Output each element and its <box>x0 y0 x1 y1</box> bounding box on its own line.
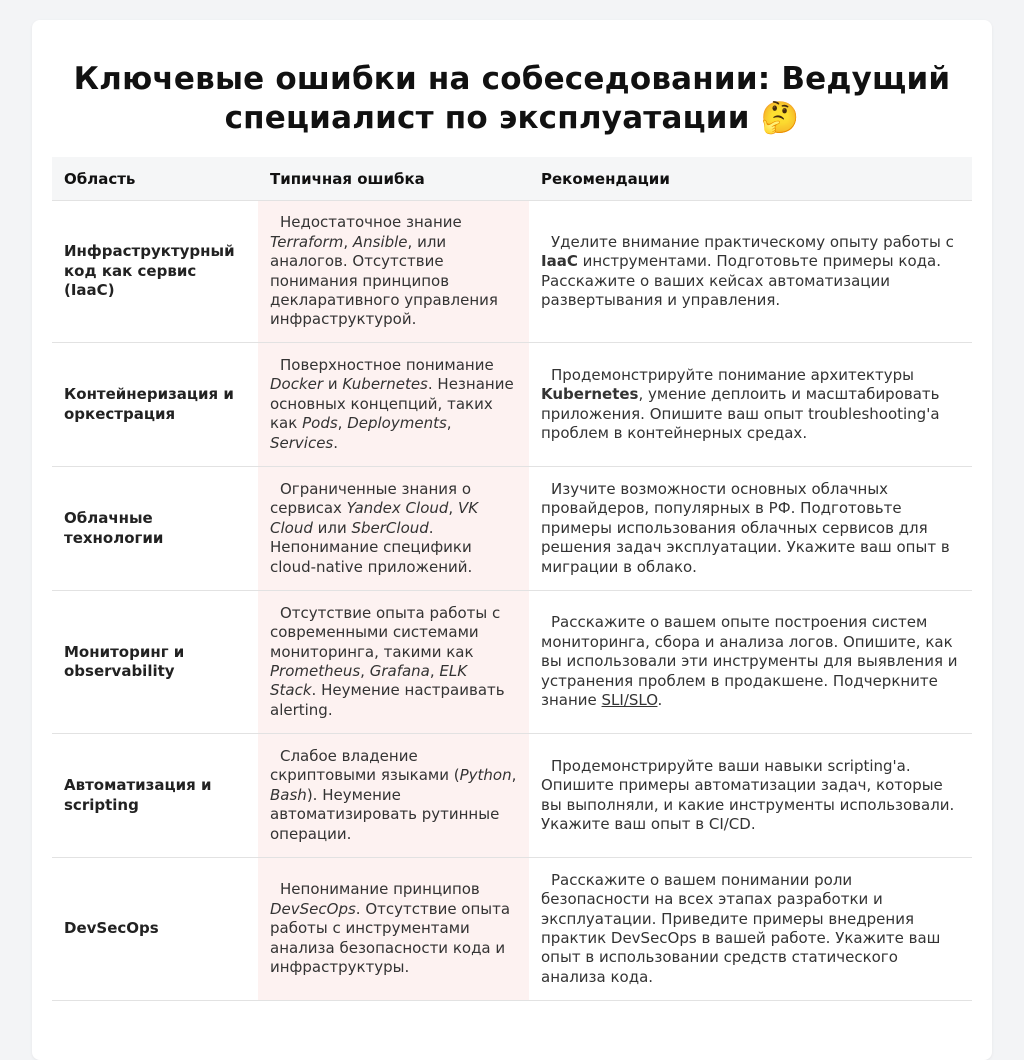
emphasis-term: Prometheus <box>270 662 361 680</box>
recommendation-cell <box>529 591 972 734</box>
recommendation-cell <box>529 858 972 1001</box>
emphasis-term: Yandex Cloud <box>346 499 449 518</box>
text-segment: Изучите возможности основных облачных провайдеров, популярных в РФ. Подготовьте примеры использования облачных сервисов для решения задач эксплуатации. Укажите ваш опыт в миграции в облако. <box>541 479 950 576</box>
mistake-cell <box>258 343 529 467</box>
emphasis-term: DevSecOps <box>270 899 356 918</box>
recommendation-cell <box>529 467 972 591</box>
emphasis-term: SberCloud <box>351 518 429 537</box>
text-segment: . Отсутствие опыта работы с инструментами анализа безопасности кода и инфраструктуры. <box>270 899 511 977</box>
emphasis-term: Docker <box>270 375 324 394</box>
text-segment: , <box>337 414 348 433</box>
text-segment: , <box>343 232 353 251</box>
emphasis-term: Deployments <box>347 414 447 433</box>
underlined-term: SLI/SLO <box>601 691 658 710</box>
text-segment: инструментами. Подготовьте примеры кода. Расскажите о ваших кейсах автоматизации развертывания и управления. <box>541 252 941 309</box>
header-area: Область <box>52 157 258 201</box>
text-segment: Уделите внимание практическому опыту работы с <box>551 232 954 251</box>
text-segment: , <box>360 662 370 680</box>
recommendation-cell <box>529 343 972 467</box>
table-row <box>52 591 972 734</box>
mistake-cell <box>258 734 529 858</box>
text-segment: , <box>446 414 452 433</box>
text-segment: Расскажите о вашем понимании роли безопасности на всех этапах разработки и эксплуатации. Приведите примеры внедрения практик DevSecOps в вашей работе. Укажите ваш опыт в использовании средств статического анализа кода. <box>541 870 941 986</box>
text-segment: или <box>312 518 352 537</box>
area-cell: DevSecOps <box>52 858 258 1001</box>
text-segment: , <box>511 766 517 785</box>
mistake-cell <box>258 201 529 343</box>
emphasis-term: Terraform <box>270 232 344 251</box>
mistake-cell <box>258 467 529 591</box>
table-row <box>52 343 972 467</box>
emphasis-term: Ansible <box>352 232 408 251</box>
area-cell: Контейнеризация и оркестрация <box>52 343 258 467</box>
emphasis-term: Python <box>459 766 512 785</box>
text-segment: , умение деплоить и масштабировать приложения. Опишите ваш опыт troubleshooting'а проблем в контейнерных средах. <box>541 385 940 442</box>
emphasis-term: Services <box>270 433 334 452</box>
text-segment: . Непонимание специфики cloud-native приложений. <box>270 518 473 576</box>
table-row <box>52 858 972 1001</box>
mistakes-table <box>52 157 972 1001</box>
text-segment: Слабое владение скриптовыми языками ( <box>270 746 460 785</box>
text-segment: . Неумение настраивать alerting. <box>270 681 505 719</box>
text-segment: Недостаточное знание <box>280 213 462 232</box>
text-segment: . <box>333 433 339 452</box>
recommendation-cell <box>529 201 972 343</box>
text-segment: Поверхностное понимание <box>280 355 494 374</box>
table-row <box>52 201 972 343</box>
header-recommendations: Рекомендации <box>529 157 972 201</box>
table-header-row <box>52 157 972 201</box>
bold-term: Kubernetes <box>541 385 639 404</box>
text-segment: Отсутствие опыта работы с современными системами мониторинга, такими как <box>270 603 501 661</box>
text-segment: , <box>448 499 458 518</box>
text-segment: Продемонстрируйте ваши навыки scripting'а. Опишите примеры автоматизации задач, которые вы выполняли, и какие инструменты использовали. Укажите ваш опыт в CI/CD. <box>541 756 955 833</box>
area-cell: Автоматизация и scripting <box>52 734 258 858</box>
text-segment: Расскажите о вашем опыте построения систем мониторинга, сбора и анализа логов. Опишите, как вы использовали эти инструменты для выявления и устранения проблем в продакшене. Подчеркните знание <box>541 613 958 710</box>
emphasis-term: Grafana <box>369 662 430 680</box>
emphasis-term: Kubernetes <box>342 375 428 394</box>
content-card <box>32 20 992 1060</box>
emphasis-term: ELK Stack <box>270 662 468 700</box>
header-mistake: Типичная ошибка <box>258 157 529 201</box>
table-row <box>52 734 972 858</box>
recommendation-cell <box>529 734 972 858</box>
text-segment: , <box>429 662 440 680</box>
text-segment: ). Неумение автоматизировать рутинные операции. <box>270 785 500 843</box>
text-segment: Ограниченные знания о сервисах <box>270 479 472 518</box>
area-cell: Инфраструктурный код как сервис (IaaC) <box>52 201 258 343</box>
bold-term: IaaC <box>541 252 578 271</box>
area-cell: Мониторинг и observability <box>52 591 258 734</box>
text-segment: Продемонстрируйте понимание архитектуры <box>551 365 914 384</box>
area-cell: Облачные технологии <box>52 467 258 591</box>
text-segment: Непонимание принципов <box>280 880 480 899</box>
table-row <box>52 467 972 591</box>
text-segment: , или аналогов. Отсутствие понимания принципов декларативного управления инфраструктурой. <box>270 232 498 329</box>
text-segment: . Незнание основных концепций, таких как <box>270 375 514 433</box>
page-title: Ключевые ошибки на собеседовании: Ведущий специалист по эксплуатации 🤔 <box>73 61 951 136</box>
mistake-cell <box>258 591 529 734</box>
emphasis-term: Pods <box>302 414 338 433</box>
text-segment: . <box>657 691 663 710</box>
emphasis-term: Bash <box>270 785 307 804</box>
mistake-cell <box>258 858 529 1001</box>
text-segment: и <box>323 375 343 394</box>
emphasis-term: VK Cloud <box>270 499 479 537</box>
